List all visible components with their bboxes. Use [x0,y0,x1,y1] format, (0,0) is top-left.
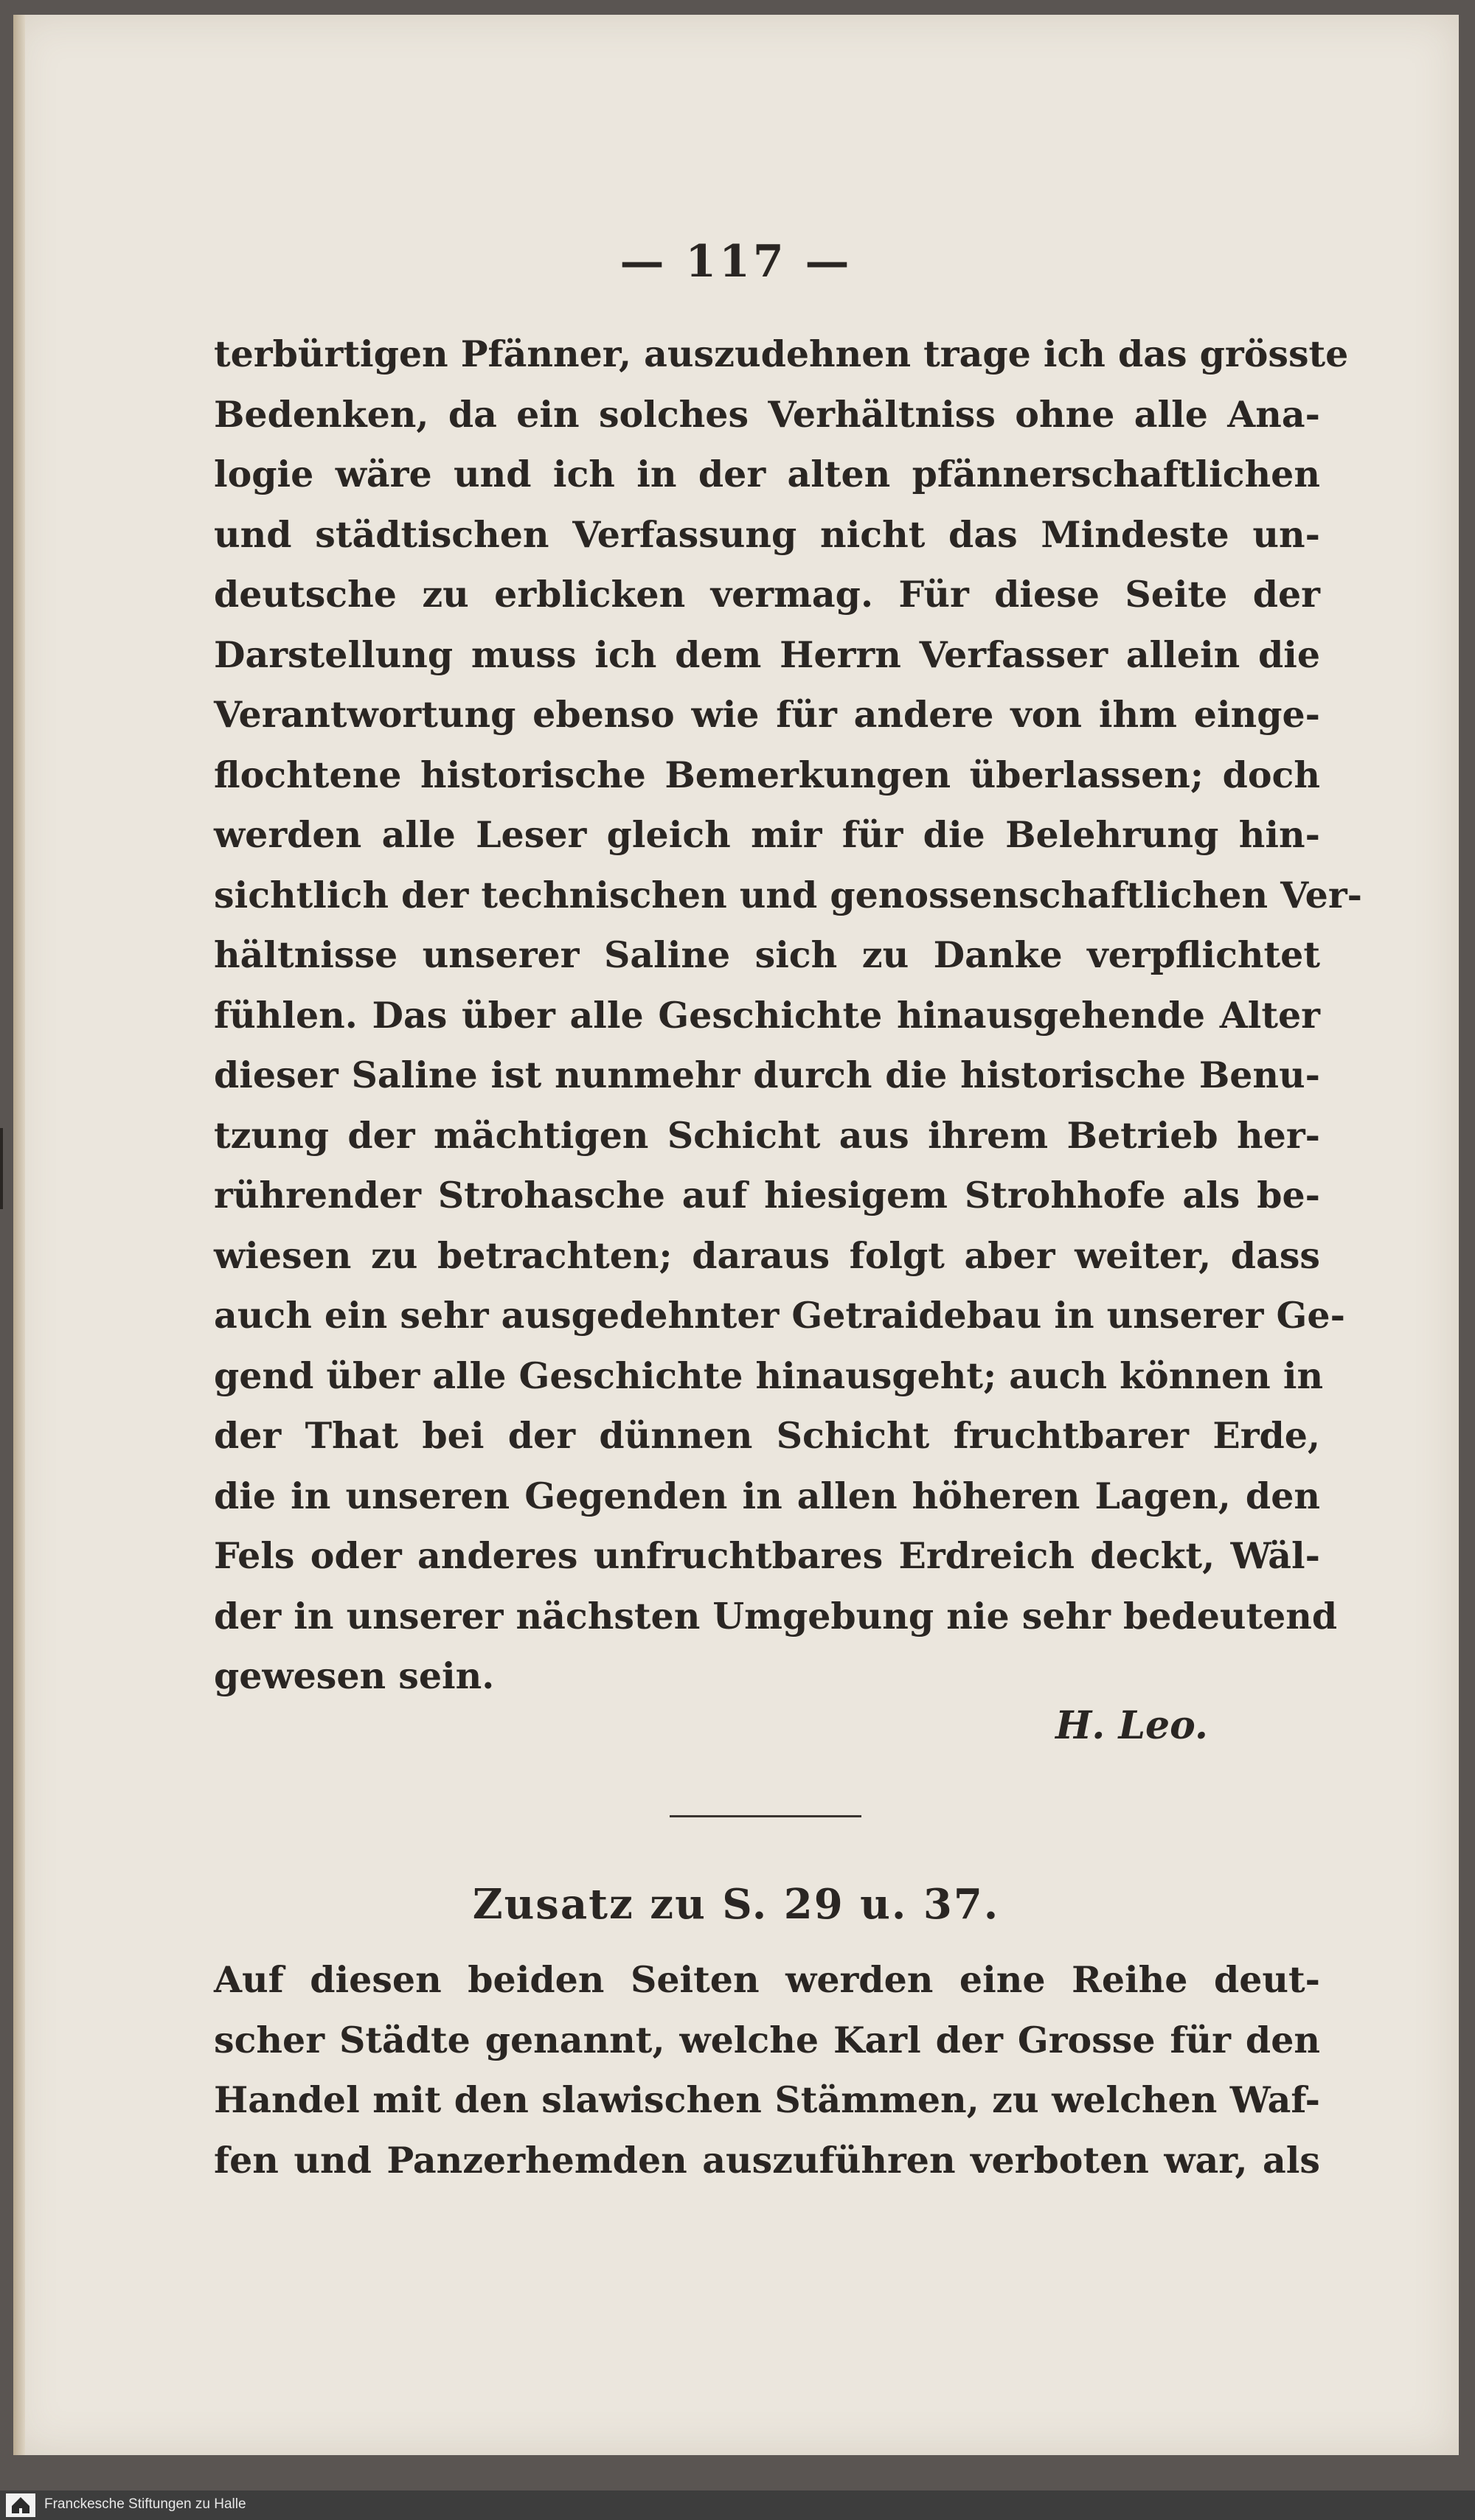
text-line: Handel mit den slawischen Stämmen, zu welchen Waf- [214,2078,1320,2121]
text-line: wiesen zu betrachten; daraus folgt aber weiter, dass [214,1233,1320,1277]
page-edge-mark [0,1128,19,1209]
section-text [214,1950,1320,2190]
text-line: der That bei der dünnen Schicht fruchtbarer Erde, [214,1414,1320,1457]
text-line: fühlen. Das über alle Geschichte hinausgehende Alter [214,993,1320,1037]
text-line: Darstellung muss ich dem Herrn Verfasser allein die [214,633,1320,676]
book-page [13,15,1459,2455]
text-line: rührender Strohasche auf hiesigem Strohhofe als be- [214,1174,1320,1217]
text-line: scher Städte genannt, welche Karl der Grosse für den [214,2018,1320,2061]
page-number: — 117 — [620,236,853,288]
text-line: gewesen sein. [214,1654,495,1697]
text-line: werden alle Leser gleich mir für die Belehrung hin- [214,813,1320,856]
text-line: logie wäre und ich in der alten pfännerschaftlichen [214,453,1320,495]
section-heading: Zusatz zu S. 29 u. 37. [472,1880,1000,1929]
page-binding-edge [13,15,25,2455]
text-line: flochtene historische Bemerkungen überlassen; doch [214,753,1320,796]
section-divider [670,1815,861,1817]
text-line: Fels oder anderes unfruchtbares Erdreich deckt, Wäl- [214,1534,1320,1577]
text-line: Bedenken, da ein solches Verhältniss ohne alle Ana- [214,392,1320,436]
text-line: Verantwortung ebenso wie für andere von ihm einge- [214,693,1320,736]
body-text [214,324,1362,1707]
footer-institution: Franckesche Stiftungen zu Halle [44,2496,246,2512]
text-line: sichtlich der technischen und genossenschaftlichen Ver- [214,873,1362,916]
institution-logo-icon [6,2493,35,2517]
text-line: auch ein sehr ausgedehnter Getraidebau in unserer Ge- [214,1294,1345,1337]
text-line: gend über alle Geschichte hinausgeht; auch können in [214,1354,1324,1397]
text-line: die in unseren Gegenden in allen höheren Lagen, den [214,1474,1320,1517]
author-signature: H. Leo. [1055,1703,1208,1748]
text-line: und städtischen Verfassung nicht das Mindeste un- [214,512,1320,556]
text-line: hältnisse unserer Saline sich zu Danke verpflichtet [214,933,1320,976]
text-line: terbürtigen Pfänner, auszudehnen trage ich das grösste [214,333,1349,375]
text-line: Auf diesen beiden Seiten werden eine Reihe deut- [214,1958,1320,2001]
text-line: dieser Saline ist nunmehr durch die historische Benu- [214,1054,1320,1096]
text-line: tzung der mächtigen Schicht aus ihrem Betrieb her- [214,1113,1320,1157]
text-line: der in unserer nächsten Umgebung nie sehr bedeutend [214,1594,1338,1637]
text-line: deutsche zu erblicken vermag. Für diese Seite der [214,573,1320,616]
text-line: fen und Panzerhemden auszuführen verboten war, als [214,2138,1320,2182]
